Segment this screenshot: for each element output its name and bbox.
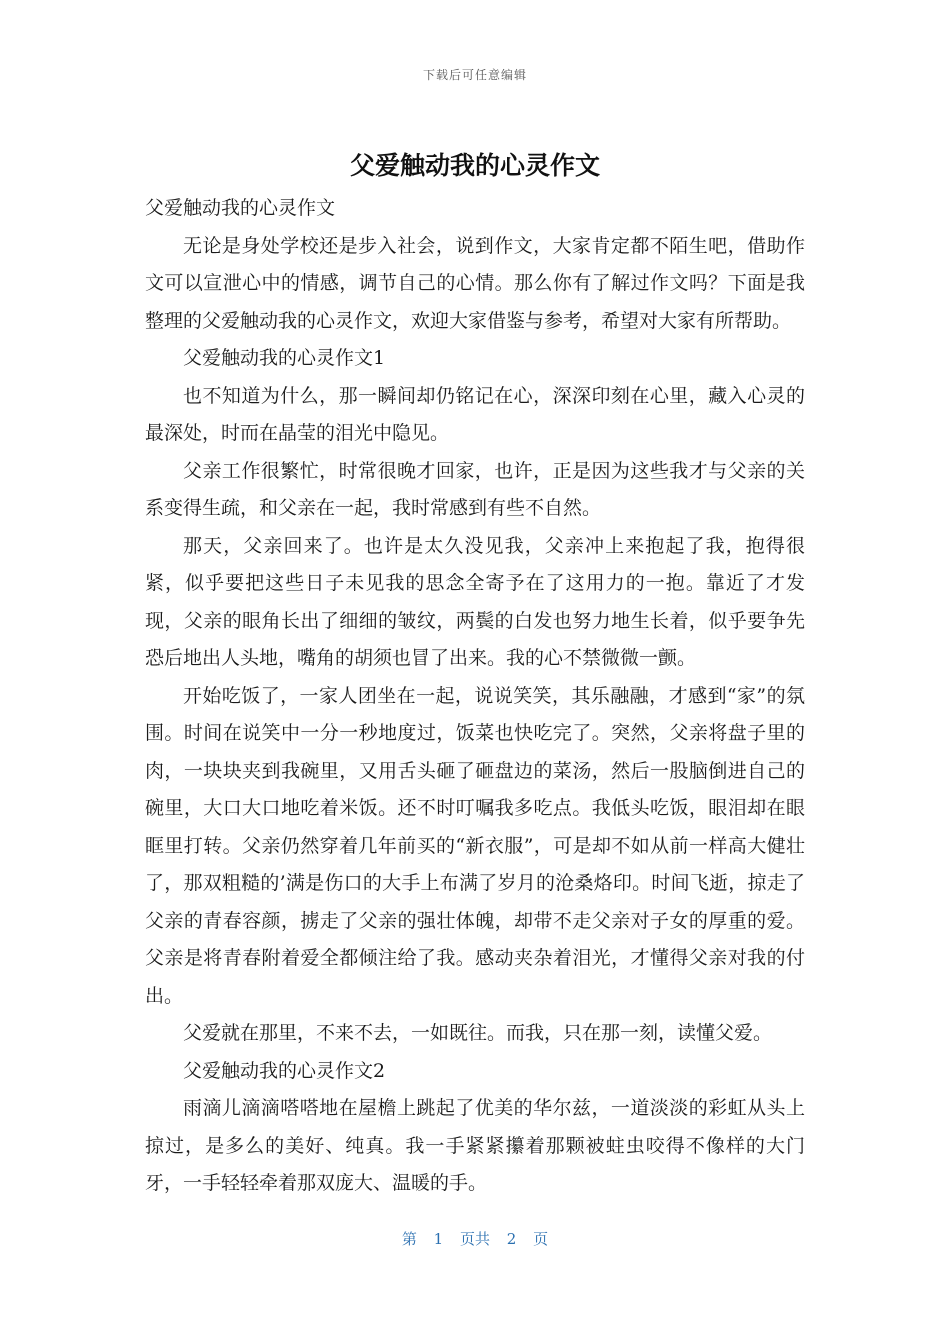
paragraph: 父爱触动我的心灵作文 bbox=[145, 197, 336, 219]
paragraph: 开始吃饭了，一家人团坐在一起，说说笑笑，其乐融融，才感到“家”的氛围。时间在说笑中一分一秒地度过，饭菜也快吃完了。突然，父亲将盘子里的肉，一块块夹到我碗里，又用舌头砸了砸盘边的菜汤，然后一股脑倒进自己的碗里，大口大口地吃着米饭。还不时叮嘱我多吃点。我低头吃饭，眼泪却在眼眶里打转。父亲仍然穿着几年前买的“新衣服”，可是却不如从前一样高大健壮了，那双粗糙的’满是伤口的大手上布满了岁月的沧桑烙印。时间飞逝，掠走了父亲的青春容颜，掳走了父亲的强壮体魄，却带不走父亲对子女的厚重的爱。父亲是将青春附着爱全都倾注给了我。感动夹杂着泪光，才懂得父亲对我的付出。 bbox=[145, 684, 805, 1007]
document-body bbox=[145, 190, 805, 1203]
paragraph: 父爱就在那里，不来不去，一如既往。而我，只在那一刻，读懂父爱。 bbox=[183, 1022, 773, 1044]
page-header-note: 下载后可任意编辑 bbox=[422, 68, 527, 82]
section-heading: 父爱触动我的心灵作文2 bbox=[183, 1059, 386, 1082]
section-heading: 父爱触动我的心灵作文1 bbox=[183, 347, 386, 369]
footer-label-unit: 页 bbox=[533, 1230, 549, 1248]
paragraph: 父亲工作很繁忙，时常很晚才回家，也许，正是因为这些我才与父亲的关系变得生疏，和父亲在一起，我时常感到有些不自然。 bbox=[145, 459, 805, 519]
page-footer bbox=[0, 1228, 950, 1249]
footer-label-of: 页共 bbox=[459, 1230, 490, 1248]
paragraph: 无论是身处学校还是步入社会，说到作文，大家肯定都不陌生吧，借助作文可以宣泄心中的情感，调节自己的心情。那么你有了解过作文吗？下面是我整理的父爱触动我的心灵作文，欢迎大家借鉴与参考，希望对大家有所帮助。 bbox=[145, 234, 805, 332]
footer-total-pages: 2 bbox=[506, 1230, 517, 1248]
document-title: 父爱触动我的心灵作文 bbox=[349, 151, 600, 180]
paragraph: 也不知道为什么，那一瞬间却仍铭记在心，深深印刻在心里，藏入心灵的最深处，时而在晶莹的泪光中隐见。 bbox=[145, 384, 805, 444]
paragraph: 雨滴儿滴滴嗒嗒地在屋檐上跳起了优美的华尔兹，一道淡淡的彩虹从头上掠过，是多么的美好、纯真。我一手紧紧攥着那颗被蛀虫咬得不像样的大门牙，一手轻轻牵着那双庞大、温暖的手。 bbox=[145, 1097, 805, 1194]
footer-current-page: 1 bbox=[433, 1230, 444, 1248]
paragraph: 那天，父亲回来了。也许是太久没见我，父亲冲上来抱起了我，抱得很紧，似乎要把这些日子未见我的思念全寄予在了这用力的一抱。靠近了才发现，父亲的眼角长出了细细的皱纹，两鬓的白发也努力地生长着，似乎要争先恐后地出人头地，嘴角的胡须也冒了出来。我的心不禁微微一颤。 bbox=[145, 534, 805, 669]
footer-label-page: 第 bbox=[401, 1230, 417, 1248]
